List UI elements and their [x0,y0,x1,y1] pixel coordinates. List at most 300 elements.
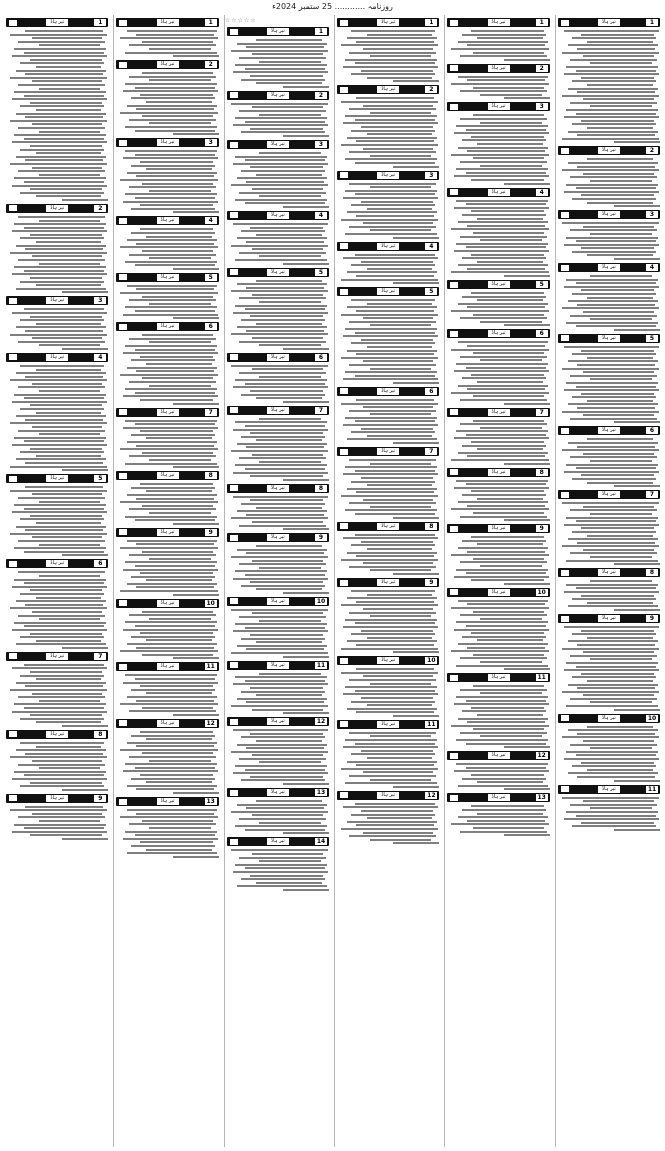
text-line [10,533,107,535]
ad-header-bar [6,296,108,305]
ad-header-label: تیر ہاڈ [488,469,510,476]
text-line [564,286,659,288]
text-line [246,747,324,749]
text-line [259,301,320,303]
text-line [30,834,103,836]
ad-body-text [227,544,329,594]
text-line [587,400,652,402]
ad-number: 6 [536,330,548,337]
text-line [356,275,434,277]
text-line [564,818,659,820]
text-line [583,740,654,742]
text-line [572,396,656,398]
text-line [239,341,326,343]
text-line [241,131,325,133]
text-line [233,729,328,731]
text-line [458,816,548,818]
text-line [30,277,103,279]
classified-ad-block [447,408,549,465]
text-line [62,469,108,471]
ad-number: 2 [94,205,106,212]
classified-ad-block [227,27,329,88]
text-line [467,455,545,457]
text-line [140,399,213,401]
text-line [562,368,659,370]
ad-body-text [6,364,108,471]
ad-header-mark-icon [340,243,348,249]
text-line [462,710,546,712]
ad-body-text [227,672,329,715]
text-line [140,632,213,634]
ad-body-text [337,589,439,653]
text-line [361,428,434,430]
ad-number: 1 [315,28,327,35]
text-line [246,181,324,183]
text-line [239,192,326,194]
text-line [16,288,106,290]
text-line [24,181,104,183]
text-line [570,456,657,458]
text-line [239,616,326,618]
text-line [590,275,651,277]
ad-header-bar [337,578,439,587]
ad-number: 7 [205,409,217,416]
text-line [566,560,658,562]
ad-header-bar [116,471,218,480]
text-line [458,341,548,343]
text-line [250,733,323,735]
text-line [250,390,323,392]
text-line [36,66,101,68]
text-line [471,374,544,376]
text-line [471,707,544,709]
ad-body-text [227,848,329,891]
text-line [250,581,323,583]
text-line [568,442,658,444]
text-line [245,68,325,70]
text-line [125,674,217,676]
text-line [456,243,548,245]
text-line [252,337,323,339]
text-line [473,157,544,159]
text-line [566,584,658,586]
text-line [349,52,436,54]
text-line [570,655,657,657]
text-line [252,188,323,190]
ad-header-label: تیر ہاڈ [267,28,289,35]
text-line [466,700,546,702]
text-line [127,696,217,698]
text-line [241,878,325,880]
ad-body-text [337,29,439,82]
text-line [135,519,215,521]
text-line [570,418,657,420]
text-line [12,401,107,403]
ad-number: 10 [427,657,436,665]
text-line [345,739,437,741]
text-line [120,703,217,705]
ad-header-bar [447,751,549,760]
text-line [32,611,103,613]
ad-body-text [447,291,549,326]
text-line [345,466,437,468]
text-line [235,676,327,678]
ad-header-mark-icon [119,20,127,26]
text-line [504,275,550,277]
text-line [146,849,211,851]
text-line [241,319,325,321]
text-line [25,806,103,808]
text-line [587,438,652,440]
text-line [36,369,101,371]
ad-header-label: تیر ہاڈ [488,589,510,596]
ad-header-bar [447,408,549,417]
ad-header-label: تیر ہاڈ [377,579,399,586]
text-line [466,767,546,769]
text-line [245,829,325,831]
text-line [239,297,326,299]
text-line [14,771,106,773]
text-line [351,342,435,344]
ad-body-text [6,741,108,791]
ad-header-mark-icon [340,388,348,394]
text-line [568,300,658,302]
text-line [149,558,210,560]
text-line [259,418,320,420]
ad-header-mark-icon [230,485,238,491]
classified-ad-block [558,334,660,423]
text-line [458,785,548,787]
text-line [614,329,660,331]
ad-header-mark-icon [340,721,348,727]
text-line [351,590,435,592]
text-line [355,162,435,164]
text-line [581,289,654,291]
text-line [259,761,320,763]
text-line [562,545,659,547]
text-line [24,95,104,97]
text-line [361,630,434,632]
text-line [25,376,103,378]
text-line [454,703,549,705]
text-line [129,299,216,301]
text-line [356,601,434,603]
ad-header-label: تیر ہاڈ [46,653,68,660]
text-line [351,633,435,635]
text-line [256,323,321,325]
classified-ad-block [447,588,549,670]
ad-header-mark-icon [119,140,127,146]
text-line [10,756,107,758]
text-line [458,501,548,503]
text-line [614,609,660,611]
ad-header-bar [447,524,549,533]
ad-header-bar [558,210,660,219]
text-line [581,822,654,824]
text-line [237,177,327,179]
text-line [30,102,103,104]
ad-number: 8 [205,472,217,479]
text-line [136,647,214,649]
text-line [135,349,215,351]
text-line [355,743,435,745]
ad-body-text [337,298,439,384]
text-line [460,732,547,734]
text-line [14,824,106,826]
text-line [62,725,108,727]
classified-ad-block [447,793,549,836]
text-line [458,221,548,223]
ad-header-bar [116,662,218,671]
ad-number: 9 [425,579,437,586]
text-line [12,98,107,100]
text-line [146,781,211,783]
text-line [241,638,325,640]
ad-header-mark-icon [230,354,238,360]
ad-body-text [116,730,218,794]
classified-ad-block [227,211,329,265]
text-line [120,816,217,818]
ad-body-text [447,199,549,277]
text-line [30,234,103,236]
text-line [36,284,101,286]
text-line [341,559,438,561]
text-line [30,448,103,450]
text-line [572,825,656,827]
text-line [25,116,103,118]
text-line [16,682,106,684]
text-line [562,411,659,413]
text-line [587,769,652,771]
text-line [581,247,654,249]
text-line [256,397,321,399]
ad-header-label: تیر ہاڈ [488,674,510,681]
classified-ad-block [116,216,218,270]
text-line [451,271,548,273]
text-line [14,547,106,549]
text-line [256,641,321,643]
text-line [451,154,548,156]
ad-header-label: تیر ہاڈ [157,798,179,805]
text-line [30,589,103,591]
text-line [351,73,435,75]
ad-header-mark-icon [230,535,238,541]
text-line [568,403,658,405]
text-line [233,578,328,580]
text-line [16,70,106,72]
text-line [581,350,654,352]
text-line [451,83,548,85]
text-line [24,827,104,829]
text-line [10,490,107,492]
text-line [458,600,548,602]
text-line [614,205,660,207]
ad-header-label: تیر ہاڈ [46,354,68,361]
text-line [235,305,327,307]
text-line [140,356,213,358]
text-line [568,88,658,90]
text-line [256,588,321,590]
text-line [451,725,548,727]
text-line [256,280,321,282]
ad-header-label: تیر ہاڈ [267,534,289,541]
text-line [246,241,324,243]
text-line [10,607,107,609]
text-line [590,378,651,380]
text-line [120,112,217,114]
ad-body-text [6,663,108,727]
ad-header-bar [337,791,439,800]
ad-body-text [116,284,218,319]
text-line [343,746,438,748]
classified-columns [4,15,662,1147]
text-line [345,328,437,330]
classified-ad-block [116,273,218,319]
ad-header-mark-icon [450,189,458,195]
text-line [473,728,544,730]
ad-header-bar [116,408,218,417]
text-line [562,736,659,738]
text-line [39,88,100,90]
ad-body-text [558,501,660,565]
text-line [39,344,100,346]
ad-body-text [227,151,329,208]
classified-ad-block [558,568,660,611]
ad-header-mark-icon [450,526,458,532]
text-line [252,521,323,523]
classified-ad-block [558,263,660,331]
ad-header-bar [116,216,218,225]
ad-body-text [337,533,439,576]
text-line [120,501,217,503]
text-line [120,448,217,450]
ad-body-text [447,419,549,465]
classified-ad-block [116,408,218,469]
text-line [345,619,437,621]
text-line [590,513,651,515]
text-line [587,254,652,256]
text-line [570,698,657,700]
text-line [10,252,107,254]
ad-header-bar [447,18,549,27]
text-line [125,126,217,128]
ad-header-bar [558,426,660,435]
text-line [473,654,544,656]
text-line [231,705,328,707]
text-line [583,800,654,802]
ad-header-mark-icon [230,839,238,845]
ad-header-mark-icon [450,409,458,415]
text-line [142,183,213,185]
text-line [367,757,432,759]
text-line [120,749,217,751]
text-line [564,244,659,246]
text-line [466,172,546,174]
text-line [14,622,106,624]
text-line [36,746,101,748]
text-line [614,709,660,711]
text-line [570,552,657,554]
ad-header-bar [447,280,549,289]
text-line [231,365,328,367]
classified-ad-block [6,652,108,727]
ad-body-text [6,570,108,648]
text-line [458,41,548,43]
text-line [239,818,326,820]
text-line [587,127,652,129]
text-line [18,341,105,343]
text-line [14,703,106,705]
text-line [356,97,434,99]
text-line [12,831,107,833]
text-line [564,524,659,526]
text-line [18,170,105,172]
text-line [370,413,431,415]
ad-header-mark-icon [119,664,127,670]
text-line [367,817,432,819]
text-line [355,193,435,195]
text-line [136,745,214,747]
text-line [252,560,323,562]
text-line [233,386,328,388]
text-line [568,360,658,362]
text-line [32,813,103,815]
text-line [12,312,107,314]
ad-body-text [116,482,218,525]
text-line [454,770,549,772]
text-line [62,554,108,556]
text-line [20,451,104,453]
text-line [16,326,106,328]
text-line [62,647,108,649]
text-line [245,574,325,576]
text-line [252,754,323,756]
text-line [246,46,324,48]
text-line [349,108,436,110]
text-line [259,61,320,63]
classified-ad-block [447,280,549,326]
text-line [135,678,215,680]
text-line [237,885,327,887]
text-line [361,541,434,543]
text-line [477,261,542,263]
text-line [477,448,542,450]
ad-number: 10 [316,597,326,605]
text-line [140,161,213,163]
text-line [572,353,656,355]
classified-ad-block [227,484,329,530]
text-line [62,789,108,791]
ad-body-text [227,608,329,658]
text-line [231,333,328,335]
text-line [367,133,432,135]
date-line-text: روزنامہ ............ 25 ستمبر 2024ء [272,2,393,11]
text-line [462,257,546,259]
text-line [349,732,436,734]
text-line [370,779,431,781]
ad-header-label: تیر ہاڈ [488,19,510,26]
text-line [349,410,436,412]
text-line [477,813,542,815]
text-line [131,735,215,737]
text-line [12,141,107,143]
text-line [370,229,431,231]
text-line [343,122,438,124]
text-line [123,427,218,429]
text-line [233,163,328,165]
text-line [583,414,654,416]
text-line [135,130,215,132]
